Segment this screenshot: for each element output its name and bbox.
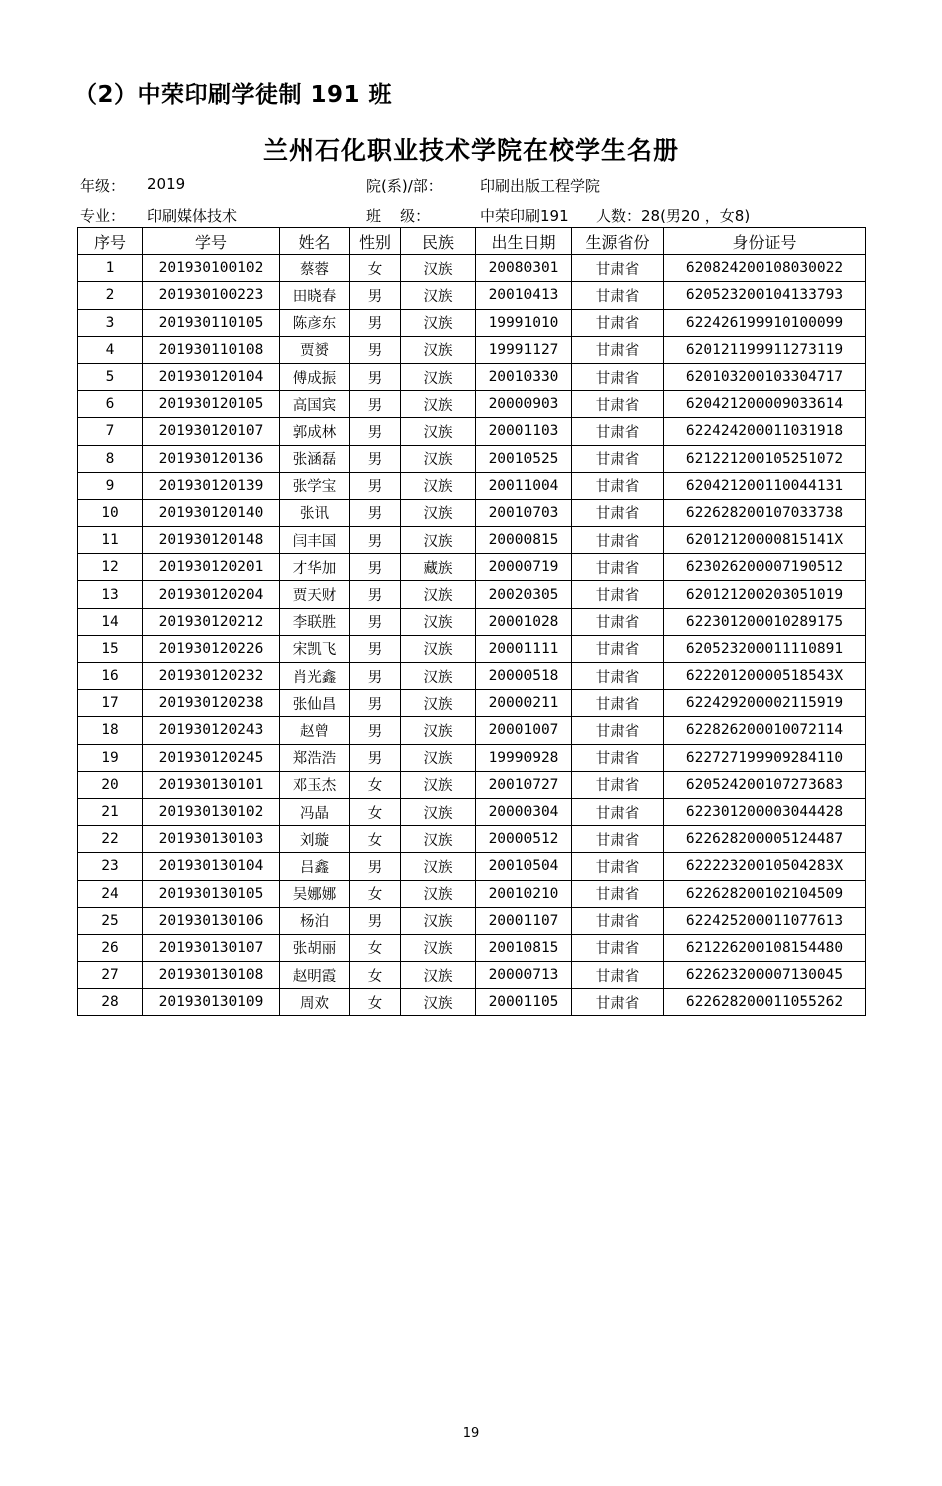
table-row xyxy=(78,989,866,1016)
cell-province: 甘肃省 xyxy=(572,989,664,1016)
cell-province: 甘肃省 xyxy=(572,499,664,526)
cell-ethnicity: 汉族 xyxy=(401,608,476,635)
cell-province: 甘肃省 xyxy=(572,771,664,798)
cell-index: 7 xyxy=(78,418,143,445)
cell-name: 高国宾 xyxy=(280,391,350,418)
cell-id-number: 620121199911273119 xyxy=(664,336,866,363)
cell-birth-date: 19991127 xyxy=(476,336,572,363)
cell-id-number: 622425200011077613 xyxy=(664,907,866,934)
cell-name: 张学宝 xyxy=(280,472,350,499)
cell-index: 1 xyxy=(78,255,143,282)
cell-birth-date: 20010525 xyxy=(476,445,572,472)
cell-id-number: 623026200007190512 xyxy=(664,554,866,581)
cell-birth-date: 20001028 xyxy=(476,608,572,635)
cell-province: 甘肃省 xyxy=(572,962,664,989)
cell-student-id: 201930120104 xyxy=(143,363,280,390)
cell-index: 25 xyxy=(78,907,143,934)
cell-index: 16 xyxy=(78,663,143,690)
cell-student-id: 201930130104 xyxy=(143,853,280,880)
cell-birth-date: 20000815 xyxy=(476,527,572,554)
section-title: （2）中荣印刷学徒制 191 班 xyxy=(74,82,393,108)
cell-id-number: 622623200007130045 xyxy=(664,962,866,989)
cell-birth-date: 20000211 xyxy=(476,690,572,717)
cell-id-number: 622426199910100099 xyxy=(664,309,866,336)
table-row xyxy=(78,635,866,662)
cell-index: 28 xyxy=(78,989,143,1016)
cell-index: 12 xyxy=(78,554,143,581)
cell-gender: 男 xyxy=(350,581,401,608)
cell-province: 甘肃省 xyxy=(572,336,664,363)
cell-gender: 女 xyxy=(350,880,401,907)
cell-birth-date: 20080301 xyxy=(476,255,572,282)
cell-name: 陈彦东 xyxy=(280,309,350,336)
cell-name: 吴娜娜 xyxy=(280,880,350,907)
cell-index: 14 xyxy=(78,608,143,635)
cell-ethnicity: 汉族 xyxy=(401,989,476,1016)
cell-birth-date: 20001107 xyxy=(476,907,572,934)
cell-id-number: 620121200203051019 xyxy=(664,581,866,608)
cell-gender: 男 xyxy=(350,472,401,499)
cell-gender: 男 xyxy=(350,608,401,635)
cell-ethnicity: 汉族 xyxy=(401,472,476,499)
cell-name: 吕鑫 xyxy=(280,853,350,880)
cell-student-id: 201930110108 xyxy=(143,336,280,363)
table-row xyxy=(78,962,866,989)
cell-name: 冯晶 xyxy=(280,798,350,825)
cell-birth-date: 20001105 xyxy=(476,989,572,1016)
cell-gender: 女 xyxy=(350,771,401,798)
cell-birth-date: 20010815 xyxy=(476,934,572,961)
cell-student-id: 201930120243 xyxy=(143,717,280,744)
cell-birth-date: 19990928 xyxy=(476,744,572,771)
cell-index: 17 xyxy=(78,690,143,717)
table-row xyxy=(78,363,866,390)
col-header-student-id: 学号 xyxy=(143,228,280,255)
cell-ethnicity: 汉族 xyxy=(401,581,476,608)
cell-name: 贾天财 xyxy=(280,581,350,608)
cell-name: 张仙昌 xyxy=(280,690,350,717)
cell-province: 甘肃省 xyxy=(572,554,664,581)
cell-ethnicity: 汉族 xyxy=(401,663,476,690)
cell-student-id: 201930120232 xyxy=(143,663,280,690)
cell-student-id: 201930110105 xyxy=(143,309,280,336)
cell-id-number: 622301200003044428 xyxy=(664,798,866,825)
col-header-index: 序号 xyxy=(78,228,143,255)
table-row xyxy=(78,418,866,445)
cell-index: 18 xyxy=(78,717,143,744)
cell-gender: 男 xyxy=(350,445,401,472)
cell-ethnicity: 汉族 xyxy=(401,744,476,771)
cell-gender: 女 xyxy=(350,798,401,825)
cell-index: 13 xyxy=(78,581,143,608)
cell-id-number: 622628200107033738 xyxy=(664,499,866,526)
cell-ethnicity: 汉族 xyxy=(401,880,476,907)
cell-id-number: 622727199909284110 xyxy=(664,744,866,771)
cell-ethnicity: 汉族 xyxy=(401,309,476,336)
cell-gender: 男 xyxy=(350,282,401,309)
cell-index: 9 xyxy=(78,472,143,499)
cell-index: 3 xyxy=(78,309,143,336)
department-label: 院(系)/部： xyxy=(366,177,443,195)
cell-birth-date: 20000512 xyxy=(476,826,572,853)
cell-index: 5 xyxy=(78,363,143,390)
cell-name: 张涵磊 xyxy=(280,445,350,472)
cell-birth-date: 20011004 xyxy=(476,472,572,499)
table-row xyxy=(78,472,866,499)
cell-student-id: 201930130103 xyxy=(143,826,280,853)
cell-province: 甘肃省 xyxy=(572,853,664,880)
cell-birth-date: 20010504 xyxy=(476,853,572,880)
cell-student-id: 201930130101 xyxy=(143,771,280,798)
cell-student-id: 201930120238 xyxy=(143,690,280,717)
table-row xyxy=(78,744,866,771)
cell-province: 甘肃省 xyxy=(572,391,664,418)
cell-name: 李联胜 xyxy=(280,608,350,635)
table-row xyxy=(78,554,866,581)
document-title: 兰州石化职业技术学院在校学生名册 xyxy=(262,136,679,165)
cell-student-id: 201930100102 xyxy=(143,255,280,282)
cell-province: 甘肃省 xyxy=(572,880,664,907)
cell-province: 甘肃省 xyxy=(572,744,664,771)
cell-student-id: 201930130109 xyxy=(143,989,280,1016)
cell-index: 22 xyxy=(78,826,143,853)
table-row xyxy=(78,717,866,744)
cell-birth-date: 20000719 xyxy=(476,554,572,581)
cell-name: 蔡蓉 xyxy=(280,255,350,282)
table-row xyxy=(78,282,866,309)
cell-ethnicity: 汉族 xyxy=(401,391,476,418)
cell-index: 2 xyxy=(78,282,143,309)
cell-province: 甘肃省 xyxy=(572,798,664,825)
cell-ethnicity: 汉族 xyxy=(401,717,476,744)
cell-gender: 男 xyxy=(350,391,401,418)
cell-province: 甘肃省 xyxy=(572,363,664,390)
cell-gender: 女 xyxy=(350,255,401,282)
cell-id-number: 622826200010072114 xyxy=(664,717,866,744)
cell-ethnicity: 汉族 xyxy=(401,336,476,363)
cell-id-number: 62222320010504283X xyxy=(664,853,866,880)
cell-name: 邓玉杰 xyxy=(280,771,350,798)
cell-gender: 女 xyxy=(350,962,401,989)
cell-name: 宋凯飞 xyxy=(280,635,350,662)
table-row xyxy=(78,255,866,282)
cell-id-number: 622429200002115919 xyxy=(664,690,866,717)
cell-ethnicity: 汉族 xyxy=(401,853,476,880)
cell-id-number: 620523200011110891 xyxy=(664,635,866,662)
cell-index: 4 xyxy=(78,336,143,363)
major-value: 印刷媒体技术 xyxy=(147,207,238,225)
table-row xyxy=(78,826,866,853)
cell-birth-date: 19991010 xyxy=(476,309,572,336)
cell-index: 8 xyxy=(78,445,143,472)
cell-index: 6 xyxy=(78,391,143,418)
cell-birth-date: 20010330 xyxy=(476,363,572,390)
cell-province: 甘肃省 xyxy=(572,826,664,853)
cell-id-number: 620824200108030022 xyxy=(664,255,866,282)
cell-index: 23 xyxy=(78,853,143,880)
cell-province: 甘肃省 xyxy=(572,717,664,744)
cell-birth-date: 20000304 xyxy=(476,798,572,825)
cell-index: 10 xyxy=(78,499,143,526)
cell-student-id: 201930120107 xyxy=(143,418,280,445)
cell-name: 郑浩浩 xyxy=(280,744,350,771)
cell-gender: 男 xyxy=(350,663,401,690)
cell-gender: 男 xyxy=(350,499,401,526)
cell-id-number: 622424200011031918 xyxy=(664,418,866,445)
cell-ethnicity: 汉族 xyxy=(401,418,476,445)
col-header-ethnicity: 民族 xyxy=(401,228,476,255)
table-row xyxy=(78,907,866,934)
cell-name: 赵明霞 xyxy=(280,962,350,989)
cell-id-number: 620421200110044131 xyxy=(664,472,866,499)
cell-province: 甘肃省 xyxy=(572,309,664,336)
cell-name: 田晓春 xyxy=(280,282,350,309)
table-row xyxy=(78,309,866,336)
cell-index: 19 xyxy=(78,744,143,771)
table-row xyxy=(78,336,866,363)
class-label: 班 级： xyxy=(366,207,431,225)
cell-gender: 男 xyxy=(350,309,401,336)
cell-index: 21 xyxy=(78,798,143,825)
cell-id-number: 62012120000815141X xyxy=(664,527,866,554)
cell-student-id: 201930120245 xyxy=(143,744,280,771)
cell-birth-date: 20000713 xyxy=(476,962,572,989)
cell-birth-date: 20010413 xyxy=(476,282,572,309)
cell-gender: 女 xyxy=(350,826,401,853)
cell-gender: 男 xyxy=(350,363,401,390)
student-roster-table xyxy=(77,227,866,1016)
table-row xyxy=(78,499,866,526)
cell-student-id: 201930130102 xyxy=(143,798,280,825)
cell-province: 甘肃省 xyxy=(572,527,664,554)
cell-birth-date: 20010210 xyxy=(476,880,572,907)
class-value: 中荣印刷191 xyxy=(480,207,569,225)
cell-province: 甘肃省 xyxy=(572,635,664,662)
cell-index: 15 xyxy=(78,635,143,662)
cell-birth-date: 20000903 xyxy=(476,391,572,418)
cell-gender: 男 xyxy=(350,717,401,744)
cell-gender: 男 xyxy=(350,853,401,880)
cell-province: 甘肃省 xyxy=(572,445,664,472)
cell-birth-date: 20001103 xyxy=(476,418,572,445)
table-row xyxy=(78,581,866,608)
cell-province: 甘肃省 xyxy=(572,255,664,282)
cell-ethnicity: 汉族 xyxy=(401,798,476,825)
cell-name: 肖光鑫 xyxy=(280,663,350,690)
col-header-birth-date: 出生日期 xyxy=(476,228,572,255)
cell-name: 周欢 xyxy=(280,989,350,1016)
cell-student-id: 201930130105 xyxy=(143,880,280,907)
cell-student-id: 201930130108 xyxy=(143,962,280,989)
cell-gender: 男 xyxy=(350,527,401,554)
cell-name: 贾赟 xyxy=(280,336,350,363)
cell-gender: 女 xyxy=(350,989,401,1016)
cell-ethnicity: 汉族 xyxy=(401,826,476,853)
cell-province: 甘肃省 xyxy=(572,663,664,690)
cell-province: 甘肃省 xyxy=(572,418,664,445)
cell-birth-date: 20000518 xyxy=(476,663,572,690)
cell-province: 甘肃省 xyxy=(572,472,664,499)
cell-id-number: 622628200005124487 xyxy=(664,826,866,853)
cell-name: 闫丰国 xyxy=(280,527,350,554)
cell-gender: 男 xyxy=(350,907,401,934)
cell-id-number: 620523200104133793 xyxy=(664,282,866,309)
student-count: 人数：28(男20 ，女8) xyxy=(596,207,751,225)
table-row xyxy=(78,663,866,690)
cell-name: 刘璇 xyxy=(280,826,350,853)
cell-gender: 男 xyxy=(350,554,401,581)
cell-id-number: 620103200103304717 xyxy=(664,363,866,390)
cell-student-id: 201930120139 xyxy=(143,472,280,499)
cell-name: 张讯 xyxy=(280,499,350,526)
cell-index: 27 xyxy=(78,962,143,989)
col-header-name: 姓名 xyxy=(280,228,350,255)
table-row xyxy=(78,527,866,554)
cell-gender: 男 xyxy=(350,744,401,771)
cell-ethnicity: 汉族 xyxy=(401,771,476,798)
grade-value: 2019 xyxy=(147,175,186,193)
cell-ethnicity: 汉族 xyxy=(401,255,476,282)
table-row xyxy=(78,690,866,717)
cell-student-id: 201930120105 xyxy=(143,391,280,418)
cell-ethnicity: 汉族 xyxy=(401,527,476,554)
cell-student-id: 201930120204 xyxy=(143,581,280,608)
cell-id-number: 621226200108154480 xyxy=(664,934,866,961)
cell-student-id: 201930120136 xyxy=(143,445,280,472)
cell-ethnicity: 汉族 xyxy=(401,907,476,934)
cell-student-id: 201930130107 xyxy=(143,934,280,961)
cell-ethnicity: 汉族 xyxy=(401,282,476,309)
cell-ethnicity: 汉族 xyxy=(401,934,476,961)
cell-student-id: 201930100223 xyxy=(143,282,280,309)
cell-index: 26 xyxy=(78,934,143,961)
table-row xyxy=(78,391,866,418)
table-row xyxy=(78,798,866,825)
cell-birth-date: 20010703 xyxy=(476,499,572,526)
cell-gender: 男 xyxy=(350,690,401,717)
cell-name: 傅成振 xyxy=(280,363,350,390)
table-body xyxy=(78,255,866,1016)
table-row xyxy=(78,608,866,635)
cell-id-number: 620421200009033614 xyxy=(664,391,866,418)
major-label: 专业： xyxy=(80,207,126,225)
cell-birth-date: 20001007 xyxy=(476,717,572,744)
cell-gender: 男 xyxy=(350,635,401,662)
cell-student-id: 201930120212 xyxy=(143,608,280,635)
department-value: 印刷出版工程学院 xyxy=(480,177,601,195)
cell-index: 11 xyxy=(78,527,143,554)
table-header-row xyxy=(78,228,866,255)
col-header-id-number: 身份证号 xyxy=(664,228,866,255)
cell-ethnicity: 汉族 xyxy=(401,363,476,390)
cell-name: 赵曾 xyxy=(280,717,350,744)
cell-province: 甘肃省 xyxy=(572,907,664,934)
cell-province: 甘肃省 xyxy=(572,690,664,717)
cell-province: 甘肃省 xyxy=(572,282,664,309)
cell-ethnicity: 汉族 xyxy=(401,690,476,717)
cell-index: 20 xyxy=(78,771,143,798)
cell-student-id: 201930120226 xyxy=(143,635,280,662)
cell-student-id: 201930130106 xyxy=(143,907,280,934)
cell-province: 甘肃省 xyxy=(572,608,664,635)
cell-ethnicity: 藏族 xyxy=(401,554,476,581)
cell-id-number: 622628200011055262 xyxy=(664,989,866,1016)
cell-id-number: 622301200010289175 xyxy=(664,608,866,635)
cell-province: 甘肃省 xyxy=(572,581,664,608)
page-number: 19 xyxy=(462,1426,480,1441)
cell-name: 杨泊 xyxy=(280,907,350,934)
cell-birth-date: 20010727 xyxy=(476,771,572,798)
table-row xyxy=(78,853,866,880)
cell-student-id: 201930120140 xyxy=(143,499,280,526)
cell-ethnicity: 汉族 xyxy=(401,499,476,526)
cell-id-number: 622628200102104509 xyxy=(664,880,866,907)
cell-gender: 男 xyxy=(350,418,401,445)
table-row xyxy=(78,771,866,798)
cell-id-number: 62220120000518543X xyxy=(664,663,866,690)
cell-birth-date: 20001111 xyxy=(476,635,572,662)
cell-gender: 女 xyxy=(350,934,401,961)
cell-name: 郭成林 xyxy=(280,418,350,445)
cell-birth-date: 20020305 xyxy=(476,581,572,608)
cell-index: 24 xyxy=(78,880,143,907)
table-row xyxy=(78,934,866,961)
cell-name: 才华加 xyxy=(280,554,350,581)
cell-ethnicity: 汉族 xyxy=(401,635,476,662)
cell-name: 张胡丽 xyxy=(280,934,350,961)
col-header-gender: 性别 xyxy=(350,228,401,255)
grade-label: 年级： xyxy=(80,177,126,195)
cell-province: 甘肃省 xyxy=(572,934,664,961)
cell-gender: 男 xyxy=(350,336,401,363)
table-row xyxy=(78,445,866,472)
cell-ethnicity: 汉族 xyxy=(401,962,476,989)
cell-id-number: 621221200105251072 xyxy=(664,445,866,472)
col-header-province: 生源省份 xyxy=(572,228,664,255)
cell-student-id: 201930120148 xyxy=(143,527,280,554)
cell-id-number: 620524200107273683 xyxy=(664,771,866,798)
cell-ethnicity: 汉族 xyxy=(401,445,476,472)
cell-student-id: 201930120201 xyxy=(143,554,280,581)
table-row xyxy=(78,880,866,907)
